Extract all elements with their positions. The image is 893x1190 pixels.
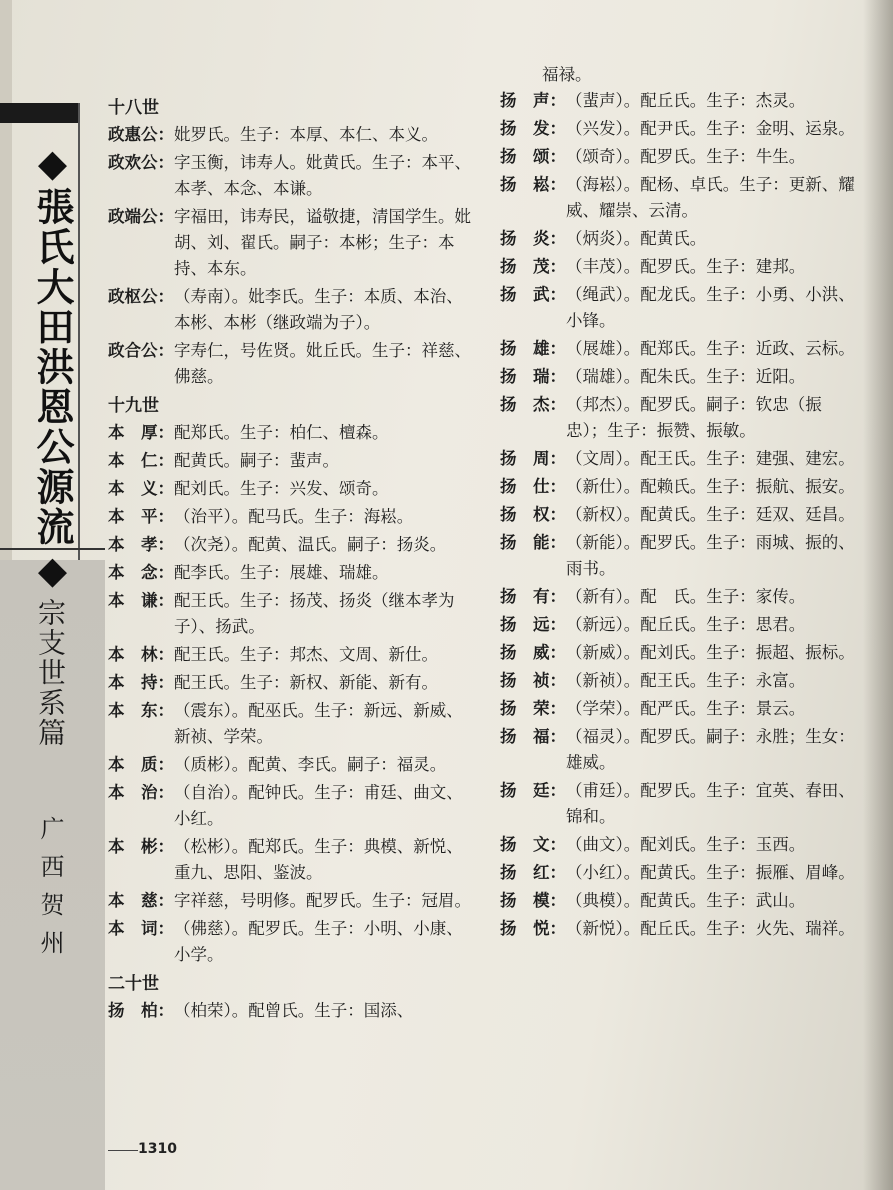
right-column xyxy=(500,62,860,944)
entry-name: 扬 祯： xyxy=(500,671,566,690)
entry-name: 扬 远： xyxy=(500,615,566,634)
entry-text: （邦杰）。配罗氏。嗣子：钦忠（振忠）；生子：振赞、振敏。 xyxy=(566,395,822,440)
entry-text: 字寿仁，号佐贤。妣丘氏。生子：祥慈、佛慈。 xyxy=(174,341,471,386)
entry-name: 政欢公： xyxy=(108,153,174,172)
carry-over-text: 福禄。 xyxy=(542,65,592,84)
page-number-rule xyxy=(108,1150,138,1151)
entry-name: 本 仁： xyxy=(108,451,174,470)
page-gutter-shadow xyxy=(863,0,893,1190)
genealogy-entry xyxy=(108,588,473,640)
entry-text: 配李氏。生子：展雄、瑞雄。 xyxy=(174,563,389,582)
entry-text: （质彬）。配黄、李氏。嗣子：福灵。 xyxy=(174,755,447,774)
entry-text: （新仕）。配赖氏。生子：振航、振安。 xyxy=(566,477,855,496)
entry-text: （兴发）。配尹氏。生子：金明、运泉。 xyxy=(566,119,855,138)
entry-text: （新威）。配刘氏。生子：振超、振标。 xyxy=(566,643,855,662)
entry-text: （治平）。配马氏。生子：海崧。 xyxy=(174,507,414,526)
entry-name: 扬 红： xyxy=(500,863,566,882)
genealogy-entry xyxy=(500,364,860,390)
entry-text: （柏荣）。配曾氏。生子：国添、 xyxy=(174,1001,414,1020)
entry-text: （震东）。配巫氏。生子：新远、新威、新祯、学荣。 xyxy=(174,701,463,746)
genealogy-entry xyxy=(500,116,860,142)
entry-text: （松彬）。配郑氏。生子：典模、新悦、重九、思阳、鉴波。 xyxy=(174,837,463,882)
entry-text: 配王氏。生子：新权、新能、新有。 xyxy=(174,673,438,692)
entry-name: 政惠公： xyxy=(108,125,174,144)
entry-name: 本 持： xyxy=(108,673,174,692)
entry-text: （炳炎）。配黄氏。 xyxy=(566,229,707,248)
entry-text: （展雄）。配郑氏。生子：近政、云标。 xyxy=(566,339,855,358)
genealogy-entry xyxy=(500,778,860,830)
generation-heading-19: 十九世 xyxy=(108,396,159,416)
entry-name: 本 念： xyxy=(108,563,174,582)
entry-text: （佛慈）。配罗氏。生子：小明、小康、小学。 xyxy=(174,919,463,964)
page-number: 1310 xyxy=(138,1141,177,1157)
genealogy-entry xyxy=(108,532,473,558)
genealogy-entry xyxy=(500,584,860,610)
entry-name: 扬 瑞： xyxy=(500,367,566,386)
genealogy-entry xyxy=(108,338,473,390)
genealogy-entry xyxy=(500,502,860,528)
gen19-entry-list xyxy=(108,420,473,968)
entry-text: （新悦）。配丘氏。生子：火先、瑞祥。 xyxy=(566,919,855,938)
entry-text: （丰茂）。配罗氏。生子：建邦。 xyxy=(566,257,806,276)
entry-text: 配郑氏。生子：柏仁、檀森。 xyxy=(174,423,389,442)
entry-name: 扬 悦： xyxy=(500,919,566,938)
entry-text: 配王氏。生子：扬茂、扬炎（继本孝为子）、扬武。 xyxy=(174,591,455,636)
entry-name: 本 平： xyxy=(108,507,174,526)
entry-text: （自治）。配钟氏。生子：甫廷、曲文、小红。 xyxy=(174,783,463,828)
entry-name: 扬 颂： xyxy=(500,147,566,166)
entry-name: 扬 炎： xyxy=(500,229,566,248)
entry-name: 扬 雄： xyxy=(500,339,566,358)
genealogy-entry xyxy=(108,122,473,148)
entry-name: 扬 威： xyxy=(500,643,566,662)
entry-name: 本 谦： xyxy=(108,591,174,610)
entry-text: （新祯）。配王氏。生子：永富。 xyxy=(566,671,806,690)
genealogy-entry xyxy=(108,752,473,778)
entry-text: （次尧）。配黄、温氏。嗣子：扬炎。 xyxy=(174,535,447,554)
entry-text: 字福田，讳寿民，谥敬捷，清国学生。妣胡、刘、翟氏。嗣子：本彬；生子：本持、本东。 xyxy=(174,207,471,278)
genealogy-entry xyxy=(500,282,860,334)
genealogy-entry xyxy=(108,284,473,336)
genealogy-entry xyxy=(500,612,860,638)
entry-name: 本 质： xyxy=(108,755,174,774)
genealogy-entry xyxy=(108,420,473,446)
entry-name: 扬 仕： xyxy=(500,477,566,496)
entry-text: （甫廷）。配罗氏。生子：宜英、春田、锦和。 xyxy=(566,781,855,826)
genealogy-entry xyxy=(500,724,860,776)
entry-name: 本 彬： xyxy=(108,837,174,856)
entry-name: 扬 茂： xyxy=(500,257,566,276)
generation-heading-18: 十八世 xyxy=(108,98,159,118)
entry-name: 本 孝： xyxy=(108,535,174,554)
genealogy-entry xyxy=(500,832,860,858)
genealogy-entry xyxy=(500,640,860,666)
entry-text: 配王氏。生子：邦杰、文周、新仕。 xyxy=(174,645,438,664)
book-title-vertical: ◆張氏大田洪恩公源流◆ xyxy=(30,140,75,594)
entry-text: （海崧）。配杨、卓氏。生子：更新、耀威、耀崇、云清。 xyxy=(566,175,855,220)
genealogy-entry xyxy=(500,144,860,170)
right-entry-list xyxy=(500,88,860,942)
entry-name: 政合公： xyxy=(108,341,174,360)
entry-text: 配刘氏。生子：兴发、颂奇。 xyxy=(174,479,389,498)
entry-name: 扬 权： xyxy=(500,505,566,524)
entry-name: 政枢公： xyxy=(108,287,174,306)
genealogy-entry xyxy=(108,834,473,886)
genealogy-entry xyxy=(108,916,473,968)
genealogy-entry xyxy=(108,670,473,696)
entry-text: （颂奇）。配罗氏。生子：牛生。 xyxy=(566,147,806,166)
genealogy-entry xyxy=(500,860,860,886)
gen18-entry-list xyxy=(108,122,473,390)
left-column xyxy=(108,92,473,1026)
genealogy-entry xyxy=(108,204,473,282)
entry-name: 本 慈： xyxy=(108,891,174,910)
entry-name: 本 东： xyxy=(108,701,174,720)
genealogy-entry xyxy=(500,696,860,722)
entry-text: （新有）。配 氏。生子：家传。 xyxy=(566,587,806,606)
genealogy-entry xyxy=(500,336,860,362)
entry-text: （福灵）。配罗氏。嗣子：永胜；生女：雄威。 xyxy=(566,727,855,772)
genealogy-entry xyxy=(108,560,473,586)
entry-name: 扬 福： xyxy=(500,727,566,746)
genealogy-entry xyxy=(108,476,473,502)
entry-name: 本 厚： xyxy=(108,423,174,442)
genealogy-entry xyxy=(108,888,473,914)
genealogy-entry xyxy=(108,998,473,1024)
section-title-vertical: 宗支世系篇 xyxy=(34,598,67,748)
entry-name: 本 义： xyxy=(108,479,174,498)
entry-name: 本 词： xyxy=(108,919,174,938)
entry-name: 扬 周： xyxy=(500,449,566,468)
genealogy-entry xyxy=(108,780,473,832)
entry-text: （文周）。配王氏。生子：建强、建宏。 xyxy=(566,449,855,468)
entry-name: 扬 声： xyxy=(500,91,566,110)
header-black-bar xyxy=(0,103,78,123)
entry-name: 扬 武： xyxy=(500,285,566,304)
entry-name: 扬 杰： xyxy=(500,395,566,414)
entry-name: 扬 廷： xyxy=(500,781,566,800)
genealogy-entry xyxy=(108,698,473,750)
entry-text: （新权）。配黄氏。生子：廷双、廷昌。 xyxy=(566,505,855,524)
entry-text: （绳武）。配龙氏。生子：小勇、小洪、小锋。 xyxy=(566,285,855,330)
genealogy-entry xyxy=(500,226,860,252)
genealogy-entry xyxy=(500,474,860,500)
entry-text: （曲文）。配刘氏。生子：玉西。 xyxy=(566,835,806,854)
entry-text: 字祥慈，号明修。配罗氏。生子：冠眉。 xyxy=(174,891,471,910)
entry-text: 妣罗氏。生子：本厚、本仁、本义。 xyxy=(174,125,438,144)
entry-text: （蜚声）。配丘氏。生子：杰灵。 xyxy=(566,91,806,110)
entry-text: （小红）。配黄氏。生子：振雁、眉峰。 xyxy=(566,863,855,882)
genealogy-entry xyxy=(500,888,860,914)
genealogy-entry xyxy=(500,916,860,942)
genealogy-entry xyxy=(500,172,860,224)
entry-name: 扬 有： xyxy=(500,587,566,606)
entry-text: （新能）。配罗氏。生子：雨城、振的、雨书。 xyxy=(566,533,855,578)
entry-text: （寿南）。妣李氏。生子：本质、本治、本彬、本彬（继政端为子）。 xyxy=(174,287,463,332)
genealogy-entry xyxy=(500,668,860,694)
entry-name: 扬 崧： xyxy=(500,175,566,194)
entry-name: 扬 发： xyxy=(500,119,566,138)
genealogy-entry xyxy=(108,504,473,530)
genealogy-entry xyxy=(500,530,860,582)
genealogy-entry xyxy=(108,448,473,474)
generation-heading-20: 二十世 xyxy=(108,974,159,994)
genealogy-entry xyxy=(500,88,860,114)
entry-name: 扬 荣： xyxy=(500,699,566,718)
entry-text: （典模）。配黄氏。生子：武山。 xyxy=(566,891,806,910)
entry-text: （瑞雄）。配朱氏。生子：近阳。 xyxy=(566,367,806,386)
gen20-entry-list xyxy=(108,998,473,1024)
genealogy-entry xyxy=(108,642,473,668)
entry-name: 扬 模： xyxy=(500,891,566,910)
entry-text: （学荣）。配严氏。生子：景云。 xyxy=(566,699,806,718)
entry-name: 政端公： xyxy=(108,207,174,226)
place-name-vertical: 广西贺州 xyxy=(36,816,64,968)
entry-text: （新远）。配丘氏。生子：思君。 xyxy=(566,615,806,634)
genealogy-entry xyxy=(108,150,473,202)
entry-text: 配黄氏。嗣子：蜚声。 xyxy=(174,451,339,470)
entry-name: 扬 柏： xyxy=(108,1001,174,1020)
genealogy-entry xyxy=(500,254,860,280)
genealogy-entry xyxy=(500,446,860,472)
entry-name: 本 治： xyxy=(108,783,174,802)
entry-name: 扬 文： xyxy=(500,835,566,854)
genealogy-entry xyxy=(500,392,860,444)
entry-text: 字玉衡，讳寿人。妣黄氏。生子：本平、本孝、本念、本谦。 xyxy=(174,153,471,198)
entry-name: 扬 能： xyxy=(500,533,566,552)
entry-name: 本 林： xyxy=(108,645,174,664)
